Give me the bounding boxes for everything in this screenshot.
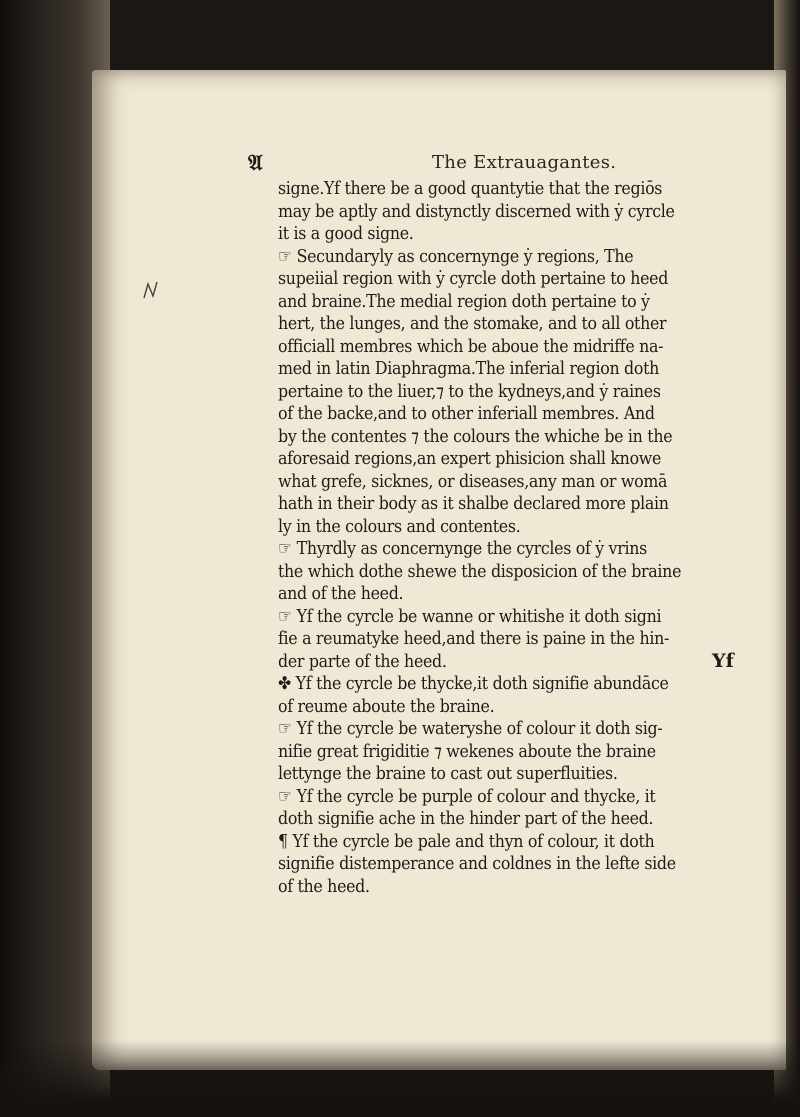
text-line: doth signifie ache in the hinder part of the heed.: [278, 809, 654, 829]
text-line: signifie distemperance and coldnes in the lefte side: [278, 854, 676, 874]
margin-scrawl-mark: [138, 278, 162, 304]
text-line: ☞ Yf the cyrcle be purple of colour and thycke, it: [278, 786, 656, 807]
text-line: ☞ Yf the cyrcle be wateryshe of colour it doth sig-: [278, 719, 663, 739]
text-line: ☞ Thyrdly as concernynge the cyrcles of ẏ vrins: [278, 539, 647, 559]
text-line: lettynge the braine to cast out superfluities.: [278, 764, 618, 784]
text-line: and of the heed.: [278, 584, 404, 604]
text-line: of reume aboute the braine.: [278, 696, 495, 717]
catchword: Yf: [712, 650, 734, 672]
text-line: what grefe, sicknes, or diseases,any man or womā: [278, 471, 668, 492]
text-line: signe.Yf there be a good quantytie that the regiōs: [278, 179, 663, 199]
text-line: der parte of the heed.: [278, 651, 447, 672]
text-line: and braine.The medial region doth pertaine to ẏ: [278, 291, 650, 312]
text-line: nifie great frigiditie ⁊ wekenes aboute the braine: [278, 741, 656, 762]
text-line: ✤ Yf the cyrcle be thycke,it doth signifie abundāce: [278, 674, 669, 694]
text-line: hath in their body as it shalbe declared more plain: [278, 494, 669, 514]
text-line: hert, the lunges, and the stomake, and to all other: [278, 314, 667, 334]
text-line: may be aptly and distynctly discerned with ẏ cyrcle: [278, 201, 675, 222]
text-line: by the contentes ⁊ the colours the whiche be in the: [278, 426, 673, 447]
text-line: of the heed.: [278, 876, 370, 897]
text-line: officiall membres which be aboue the midriffe na-: [278, 336, 664, 357]
text-line: ¶ Yf the cyrcle be pale and thyn of colour, it doth: [278, 831, 655, 852]
text-line: ly in the colours and contentes.: [278, 516, 521, 537]
text-line: pertaine to the liuer,⁊ to the kydneys,and ẏ raines: [278, 381, 661, 402]
text-line: fie a reumatyke heed,and there is paine in the hin-: [278, 629, 670, 649]
text-line: med in latin Diaphragma.The inferial region doth: [278, 359, 660, 379]
signature-mark: 𝔄: [248, 150, 263, 176]
body-text: [278, 178, 778, 898]
text-line: of the backe,and to other inferiall membres. And: [278, 404, 655, 424]
text-line: it is a good signe.: [278, 224, 414, 244]
text-line: supeiial region with ẏ cyrcle doth pertaine to heed: [278, 269, 669, 289]
text-line: ☞ Secundaryly as concernynge ẏ regions, The: [278, 246, 634, 267]
text-line: the which dothe shewe the disposicion of the braine: [278, 561, 682, 582]
running-head: The Extrauagantes.: [432, 152, 617, 173]
bottom-shadow: [0, 1040, 800, 1117]
text-line: aforesaid regions,an expert phisicion shall knowe: [278, 449, 662, 469]
text-line: ☞ Yf the cyrcle be wanne or whitishe it doth signi: [278, 606, 662, 627]
